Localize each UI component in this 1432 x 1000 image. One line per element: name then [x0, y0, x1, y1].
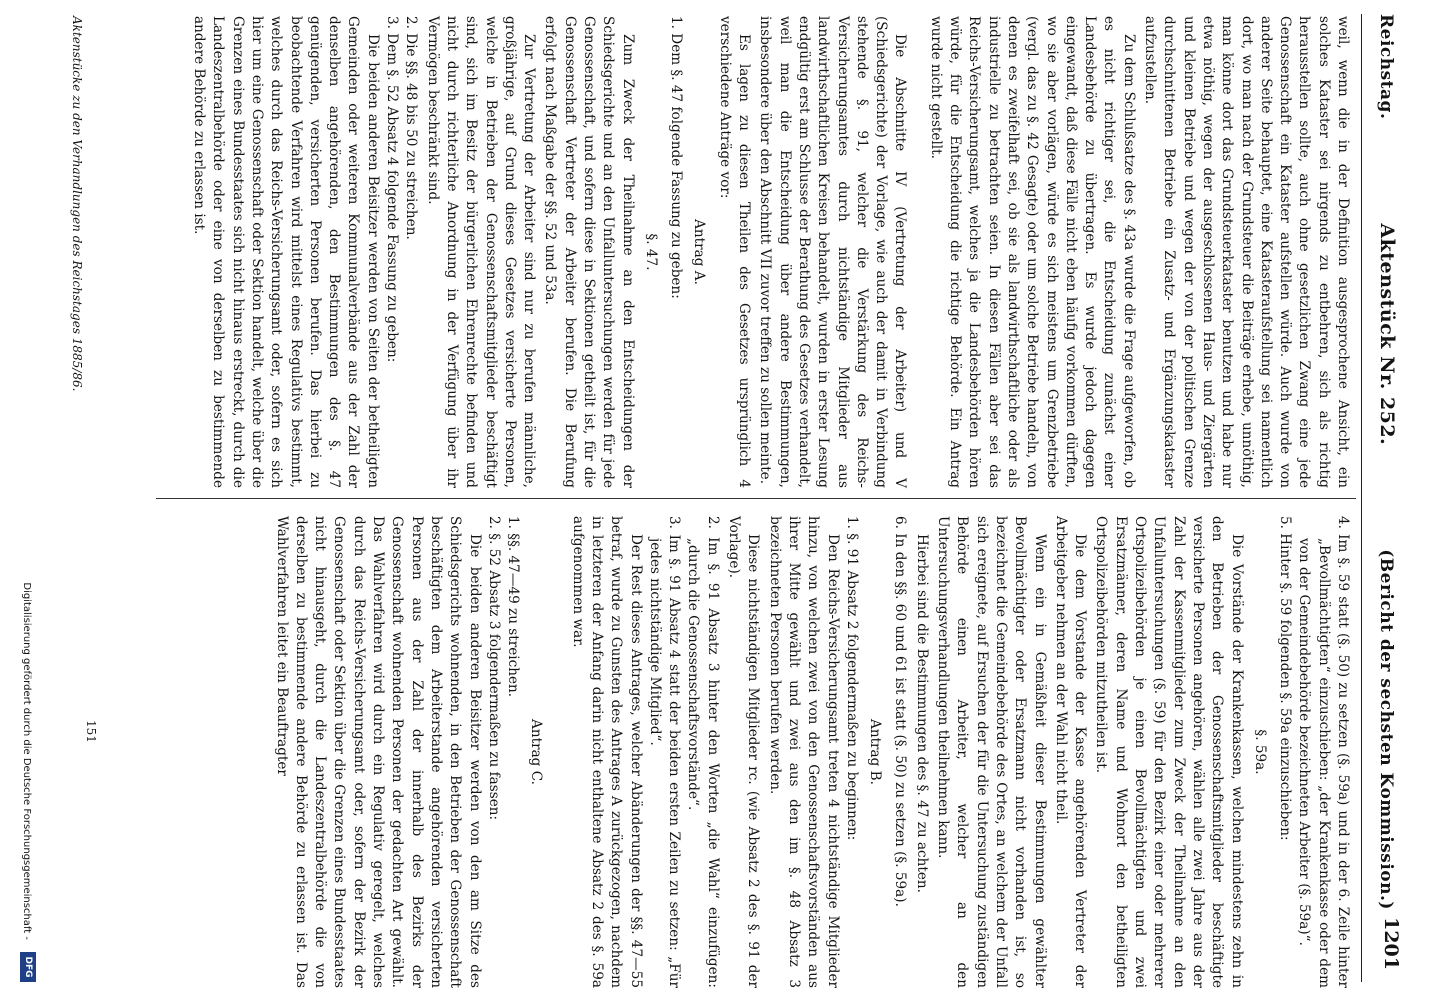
- paragraph: Die beiden anderen Beisitzer werden von den am Sitze des Schiedsgerichts wohnenden, in den Betrieben der Genossenschaft beschäftigten dem Arbeiterstande angehörenden versicherten Personen aus der Zahl der innerhalb des Bezirks der Genossenschaft wohnenden Personen der gedachten Art gewählt. Das Wahlverfahren wird durch ein Regulativ geregelt, welches durch das Reichs-Versicherungsamt oder, sofern der Bezirk der Genossenschaft oder Sektion über die Grenzen eines Bundesstaates nicht hinausgeht, durch die Landeszentralbehörde die von derselben zu bestimmende andere Behörde zu erlassen ist. Das Wahlverfahren leitet ein Beauftragter: [273, 516, 483, 988]
- numbered-item: 4. Im §. 59 statt (§. 50) zu setzen (§. 59a) und in der 6. Zeile hinter „Bevollmächtigten“ einzuschieben: „der Krankenkasse oder dem von der Gemeindebehörde bezeichneten Arbeiter (§. 59a)“.: [1296, 516, 1351, 988]
- digitization-note: Digitalisierung gefördert durch die Deutsche Forschungsgemeinschaft -: [21, 582, 32, 940]
- dfg-logo: DFG: [20, 952, 36, 982]
- left-column: [187, 16, 1352, 488]
- paragraph: weil, wenn die in der Definition ausgesprochene Ansicht, ein solches Kataster sei nirgends zu entbehren, sich als richtig herausstellen sollte, auch ohne gesetzlichen Zwang eine jede Genossenschaft ein Kataster aufstellen würde. Auch wurde von anderer Seite behauptet, eine Katasteraufstellung sei namentlich dort, wo man nach der Grundsteuer die Beiträge erhebe, unnöthig, man könne dort das Grundsteuerkataster benutzen und habe nur etwa nöthig, wegen der ausgeschlossenen Haus- und Ziergärten und kleinen Betriebe und wegen der von der politischen Grenze durchschnittenen Betriebe ein Zusatz- und Ergänzungskataster aufzustellen.: [1142, 16, 1351, 488]
- section-heading: Antrag C.: [528, 719, 545, 785]
- numbered-item: 5. Hinter §. 59 folgenden §. 59a einzuschieben:: [1277, 516, 1294, 841]
- paragraph: Zum Zweck der Theilnahme an den Entscheidungen der Schiedsgerichte und an den Unfalluntersuchungen werden für jede Genossenschaft, und sofern diese in Sektionen getheilt ist, für die Genossenschaft Vertreter der Arbeiter berufen. Die Berufung erfolgt nach Maßgabe der §§. 52 und 53a.: [542, 16, 636, 488]
- numbered-item: 1. Dem §. 47 folgende Fassung zu geben:: [668, 16, 685, 299]
- paragraph: Der Rest dieses Antrages, welcher Abänderungen der §§. 47—55 betraf, wurde zu Gunsten des Antrages A zurückgezogen, nachdem in letzteren der Anfang darin nicht enthaltene Absatz 2 des §. 59a aufgenommen war.: [569, 516, 644, 988]
- numbered-item: 1. §. 91 Absatz 2 folgendermaßen zu beginnen:: [843, 516, 860, 841]
- page-header: [1366, 14, 1398, 910]
- paragraph-gap: [551, 516, 565, 988]
- section-heading: Antrag B.: [867, 719, 884, 785]
- paragraph: Zur Vertretung der Arbeiter sind nur zu berufen männliche, großjährige, auf Grund dieses Gesetzes versicherte Personen, welche in Betrieben der Genossenschaftsmitglieder beschäftigt sind, sich im Besitz der bürgerlichen Ehrenrechte befinden und nicht durch richterliche Anordnung in der Verfügung über ihr Vermögen beschränkt sind.: [424, 16, 538, 488]
- numbered-item: 2. §. 52 Absatz 3 folgendermaßen zu fassen:: [485, 516, 502, 821]
- paragraph: Diese nichtständigen Mitglieder rc. (wie Absatz 2 des §. 91 der Vorlage).: [726, 516, 762, 988]
- right-column: [269, 516, 1352, 988]
- header-left: Reichstag.: [1376, 14, 1396, 120]
- section-heading: Antrag A.: [691, 219, 708, 285]
- numbered-item: 3. Im §. 91 Absatz 4 statt der beiden ersten Zeilen zu setzen: „Für jedes nichtständige Mitglied“.: [646, 516, 683, 988]
- header-right: (Bericht der sechsten Kommission.): [1376, 549, 1396, 910]
- numbered-item: 2. Im §. 91 Absatz 3 hinter den Worten „die Wahl“ einzufügen: „durch die Genossenschaftsvorstände“.: [685, 516, 721, 988]
- paragraph: Den Reichs-Versicherungsamt treten 4 nichtständige Mitglieder hinzu, von welchen zwei von den Genossenschaftsvorständen aus ihrer Mitte gewählt und zwei aus den im §. 48 Absatz 3 bezeichneten Personen berufen werden.: [766, 516, 841, 988]
- numbered-item: 3. Dem §. 52 Absatz 4 folgende Fassung zu geben:: [384, 16, 401, 363]
- page-number: 1201: [1380, 917, 1402, 970]
- numbered-item: 6. In den §§. 60 und 61 ist statt (§. 50) zu setzen (§. 59a).: [892, 516, 909, 907]
- numbered-item: 2. Die §§. 48 bis 50 zu streichen.: [403, 16, 420, 240]
- paragraph: Es lagen zu diesen Theilen des Gesetzes ursprünglich 4 verschiedene Anträge vor:: [716, 16, 753, 488]
- header-title: Aktenstück Nr. 252.: [1376, 223, 1398, 446]
- section-heading: §. 47.: [642, 233, 659, 271]
- paragraph: Zu dem Schlußsatze des §. 43a wurde die Frage aufgeworfen, ob es nicht richtiger sei, die Entscheidung zunächst einer Landesbehörde zu übertragen. Es wurde jedoch dagegen eingewandt, daß diese Fälle nicht eben häufig vorkommen dürften, wo sie aber vorlägen, würde es sich meistens um Grenzbetriebe (vergl. das zu §. 42 Gesagte) oder um solche Betriebe handeln, von denen es zweifelhaft sei, ob sie als landwirthschaftliche oder als industrielle zu betrachten seien. In diesen Fällen aber sei das Reichs-Versicherungsamt, welches ja die Landesbehörden hören würde, für die Entscheidung die richtige Behörde. Ein Antrag wurde nicht gestellt.: [927, 16, 1137, 488]
- paragraph: Die beiden anderen Beisitzer werden von Seiten der betheiligten Gemeinden oder weiteren Kommunalverbände aus der Zahl der denselben angehörenden, den Bestimmungen des §. 47 genügenden, versicherten Personen berufen. Das hierbei zu beobachtende Verfahren wird mittelst eines Regulativs bestimmt, welches durch das Reichs-Versicherungsamt oder, sofern es sich hier um eine Genossenschaft oder Sektion handelt, welche über die Grenzen eines Bundesstaates sich nicht hinaus erstreckt, durch die Landeszentralbehörde oder eine von derselben zu bestimmende andere Behörde zu erlassen ist.: [191, 16, 381, 488]
- footer-source: Aktenstücke zu den Verhandlungen des Reichstages 1885/86.: [70, 16, 84, 392]
- section-heading: §. 59a.: [1251, 729, 1268, 775]
- paragraph: Hierbei sind die Bestimmungen des §. 47 zu achten.: [913, 534, 930, 894]
- paragraph: Wenn ein in Gemäßheit dieser Bestimmungen gewählter Bevollmächtigter oder Ersatzmann nicht vorhanden ist, so bezeichnet die Gemeindebehörde des Ortes, an welchem der Unfall sich ereignete, auf Ersuchen der für die Untersuchung zuständigen Behörde einen Arbeiter, welcher an den Untersuchungsverhandlungen theilnehmen kann.: [935, 516, 1048, 988]
- footer-page-number: 151: [84, 720, 98, 743]
- paragraph: Die dem Vorstande der Kasse angehörenden Vertreter der Arbeitgeber nehmen an der Wahl nicht theil.: [1052, 516, 1089, 988]
- paragraph: Die Vorstände der Krankenkassen, welchen mindestens zehn in den Betrieben der Genossenschaftsmitglieder beschäftigte versicherte Personen angehören, wählen alle zwei Jahre aus der Zahl der Kassenmitglieder zum Zweck der Theilnahme an den Unfalluntersuchungen (§. 59) für den Bezirk einer oder mehrerer Ortspolizeibehörden je einen Bevollmächtigten und zwei Ersatzmänner, deren Name und Wohnort den betheiligten Ortspolizeibehörden mitzutheilen ist.: [1093, 516, 1245, 988]
- paragraph-gap: [909, 16, 923, 488]
- header-rule: [1361, 14, 1362, 982]
- column-divider: [156, 498, 1356, 499]
- numbered-item: 1. §§. 47—49 zu streichen.: [505, 516, 522, 698]
- paragraph: Die Abschnitte IV (Vertretung der Arbeiter) und V (Schiedsgerichte) der Vorlage, wie auch der damit in Verbindung stehende §. 91, welcher die Verstärkung des Reichs-Versicherungsamtes durch nichtständige Mitglieder aus landwirthschaftlichen Kreisen behandelt, wurden in erster Lesung endgültig erst am Schlusse der Berathung des Gesetzes verhandelt, weil man die Entscheidung über andere Bestimmungen, insbesondere über den Abschnitt VII zuvor treffen zu sollen meinte.: [757, 16, 909, 488]
